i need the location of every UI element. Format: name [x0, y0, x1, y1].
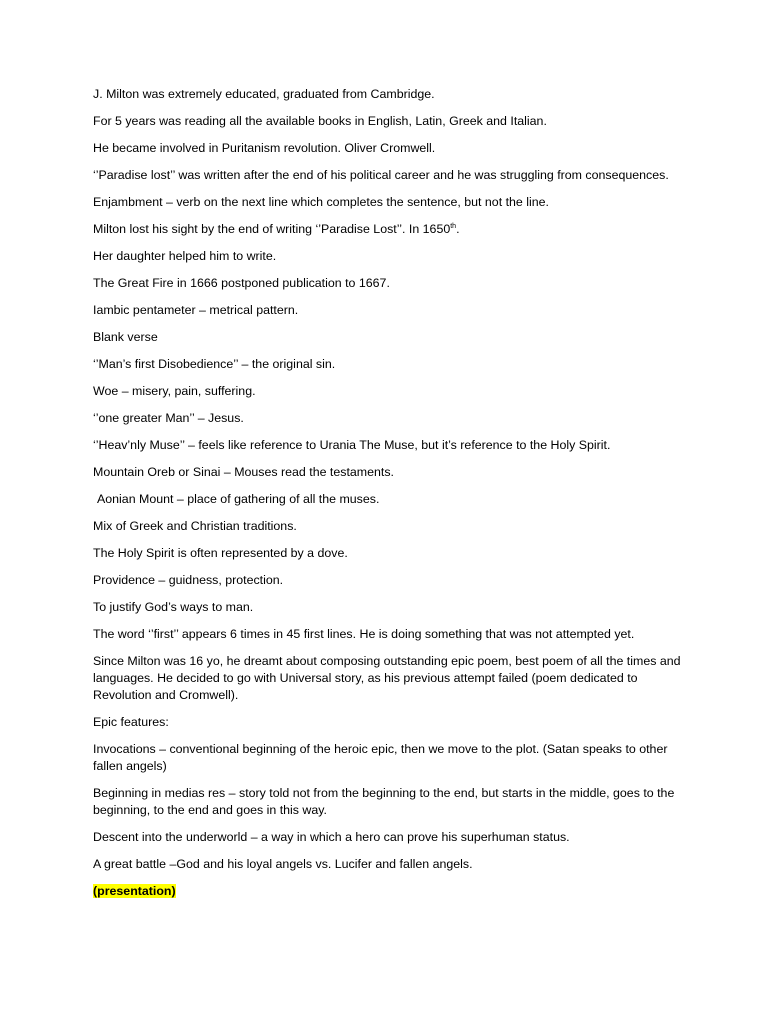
- paragraph-providence: Providence – guidness, protection.: [93, 573, 284, 587]
- highlighted-note: (presentation): [93, 884, 176, 898]
- paragraph-underworld: Descent into the underworld – a way in which a hero can prove his superhuman status.: [93, 830, 570, 844]
- paragraph-first: The word ‘’first’’ appears 6 times in 45 first lines. He is doing something that was not attempted yet.: [93, 627, 635, 641]
- document-body: [93, 86, 683, 910]
- paragraph-heavnly-muse: ‘’Heav’nly Muse’’ – feels like reference to Urania The Muse, but it’s reference to the Holy Spirit.: [93, 438, 611, 452]
- sight-superscript: th: [450, 222, 457, 230]
- paragraph-sight: [93, 221, 683, 238]
- paragraph-blank-verse: Blank verse: [93, 330, 158, 344]
- paragraph-paradise-lost: ‘’Paradise lost’’ was written after the end of his political career and he was struggling from consequences.: [93, 168, 669, 182]
- sight-suffix: .: [456, 222, 460, 236]
- paragraph-medias-res: Beginning in medias res – story told not from the beginning to the end, but starts in the middle, goes to the beginning, to the end and goes in this way.: [93, 786, 675, 817]
- paragraph-disobedience: ‘’Man’s first Disobedience’’ – the original sin.: [93, 357, 336, 371]
- sight-text: Milton lost his sight by the end of writing ‘’Paradise Lost’’. In 1650: [93, 222, 451, 236]
- paragraph-woe: Woe – misery, pain, suffering.: [93, 384, 256, 398]
- paragraph-enjambment: Enjambment – verb on the next line which completes the sentence, but not the line.: [93, 195, 549, 209]
- paragraph-reading: For 5 years was reading all the available books in English, Latin, Greek and Italian.: [93, 114, 547, 128]
- paragraph-justify: To justify God’s ways to man.: [93, 600, 254, 614]
- paragraph-puritanism: He became involved in Puritanism revolution. Oliver Cromwell.: [93, 141, 436, 155]
- paragraph-aonian-mount: Aonian Mount – place of gathering of all the muses.: [97, 492, 380, 506]
- paragraph-traditions: Mix of Greek and Christian traditions.: [93, 519, 297, 533]
- paragraph-epic-features: Epic features:: [93, 715, 169, 729]
- paragraph-battle: A great battle –God and his loyal angels vs. Lucifer and fallen angels.: [93, 857, 473, 871]
- paragraph-daughter: Her daughter helped him to write.: [93, 249, 277, 263]
- paragraph-invocations: Invocations – conventional beginning of the heroic epic, then we move to the plot. (Satan speaks to other fallen angels): [93, 742, 668, 773]
- paragraph-greater-man: ‘’one greater Man’’ – Jesus.: [93, 411, 244, 425]
- paragraph-great-fire: The Great Fire in 1666 postponed publication to 1667.: [93, 276, 390, 290]
- paragraph-education: J. Milton was extremely educated, graduated from Cambridge.: [93, 87, 435, 101]
- paragraph-dove: The Holy Spirit is often represented by a dove.: [93, 546, 348, 560]
- paragraph-oreb-sinai: Mountain Oreb or Sinai – Mouses read the testaments.: [93, 465, 394, 479]
- paragraph-ambition: Since Milton was 16 yo, he dreamt about composing outstanding epic poem, best poem of all the times and languages. He decided to go with Universal story, as his previous attempt failed (poem dedicated to Revolution and Cromwell).: [93, 654, 681, 702]
- paragraph-presentation: [93, 883, 683, 900]
- paragraph-iambic: Iambic pentameter – metrical pattern.: [93, 303, 299, 317]
